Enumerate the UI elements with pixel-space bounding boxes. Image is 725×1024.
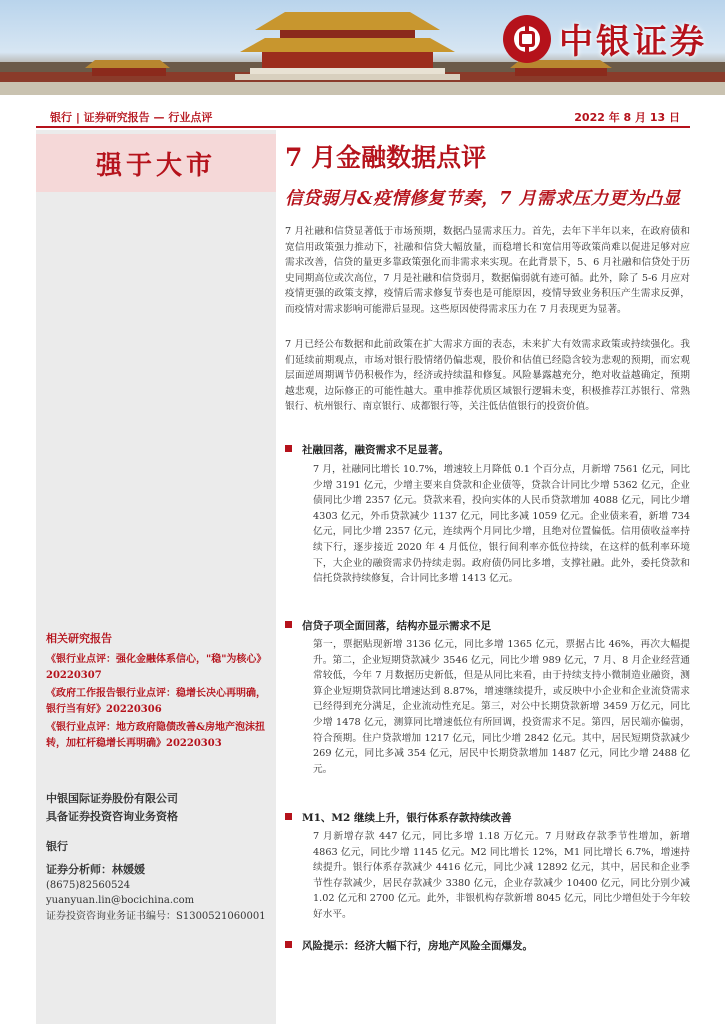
- related-reports: [46, 630, 268, 754]
- summary-paragraph-2: 7 月已经公布数据和此前政策在扩大需求方面的表态，未来扩大有效需求政策或持续强化。我们延续前期观点，市场对银行股情绪仍偏悲观，股价和估值已经隐含较为悲观的预期，而宏观层面逆周期调节仍积极作为，经济或持续温和修复。风险暴露越充分，绝对收益越确定，预期越悲观，边际修正的可能性越大。重申推荐优质区域银行逻辑未变，积极推荐江苏银行、常熟银行、杭州银行、南京银行、成都银行等，关注低估值银行的投资价值。: [285, 339, 690, 413]
- industry-label: 银行: [46, 840, 68, 853]
- report-title: 7 月金融数据点评: [285, 143, 487, 172]
- report-subtitle: 信贷弱月&疫情修复节奏，7 月需求压力更为凸显: [285, 189, 681, 209]
- analyst-name: 证券分析师：林媛媛: [46, 863, 145, 876]
- related-report-item[interactable]: 《银行业点评：强化金融体系信心，"稳"为核心》20220307: [46, 654, 267, 681]
- analyst-cert: 证券投资咨询业务证书编号：S1300521060001: [46, 910, 266, 922]
- report-category: 银行 | 证券研究报告 — 行业点评: [50, 111, 213, 124]
- report-header-bar: [36, 106, 690, 128]
- company-qualification: 具备证券投资咨询业务资格: [46, 810, 178, 823]
- company-name: 中银国际证券股份有限公司: [46, 792, 178, 805]
- bullet-heading-text: 社融回落，融资需求不足显著。: [302, 444, 449, 456]
- bullet-square-icon: [285, 445, 292, 452]
- report-date: 2022 年 8 月 13 日: [574, 111, 680, 124]
- related-report-item[interactable]: 《政府工作报告银行业点评：稳增长决心再明确，银行当有好》20220306: [46, 688, 266, 715]
- company-info: [46, 790, 268, 826]
- bullet-heading-text: M1、M2 继续上升，银行体系存款持续改善: [302, 812, 512, 824]
- header-banner: [0, 0, 725, 95]
- related-report-item[interactable]: 《银行业点评：地方政府隐债改善&房地产泡沫扭转，加杠杆稳增长再明确》20220303: [46, 722, 266, 749]
- rating-box: [36, 134, 276, 192]
- bullet-heading: [285, 938, 533, 953]
- bullet-square-icon: [285, 941, 292, 948]
- bullet-heading: [285, 442, 449, 457]
- bullet-heading-text: 风险提示：经济大幅下行，房地产风险全面爆发。: [302, 940, 533, 952]
- rating-label: 强于大市: [95, 150, 216, 181]
- bullet-paragraph: 第一，票据贴现新增 3136 亿元，同比多增 1365 亿元，票据占比 46%，再次大幅提升。第二，企业短期贷款减少 3546 亿元，同比少增 989 亿元，7 月、8 月企业经营通常较低，今年 7 月数据历史新低，但是从同比来看，由于持续支持小微制造业融资，测算企业短期贷款同比增速达到 8.87%，增速继续提升，或反映中小企业和企业流贷需求已经得到充分满足，企业流动性充足。第三，对公中长期贷款新增 3459 万亿元，同比少增 1478 亿元，测算同比增速低位有所回调，投资需求不足。第四，居民端亦偏弱，符合预期。住户贷款增加 1217 亿元，同比少增 2842 亿元。其中，居民短期贷款减少 269 亿元，同比多减 354 亿元，居民中长期贷款增加 1487 亿元，同比少增 2488 亿元。: [313, 639, 690, 775]
- bullet-square-icon: [285, 813, 292, 820]
- analyst-info: [46, 862, 271, 924]
- company-logo: [503, 14, 707, 63]
- logo-text: 中银证券: [559, 22, 707, 62]
- bullet-square-icon: [285, 621, 292, 628]
- summary-paragraph-1: 7 月社融和信贷显著低于市场预期，数据凸显需求压力。首先，去年下半年以来，在政府债和宽信用政策强力推动下，社融和信贷大幅放量，而稳增长和宽信用等政策尚难以促进足够对应需求改善，信贷的量更多靠政策强化而非需求来实现。在此背景下，5、6 月社融和信贷处于历史同期高位或次高位，7 月是社融和信贷弱月，数据偏弱就有迹可循。此外，除了 5-6 月应对疫情更强的政策支撑，疫情后需求修复节奏也是可能原因，疫情导致业务积压产生需求反弹，而疫情对需求影响可能滞后显现。这些原因使得需求压力在 7 月表现更为显著。: [285, 226, 690, 315]
- bullet-heading: [285, 618, 491, 633]
- bullet-heading: [285, 810, 512, 825]
- related-reports-title: 相关研究报告: [46, 632, 112, 645]
- boc-logo-icon: [503, 15, 551, 63]
- sidebar: [36, 130, 276, 1024]
- analyst-email[interactable]: yuanyuan.lin@bocichina.com: [46, 895, 195, 906]
- bullet-paragraph: 7 月新增存款 447 亿元，同比多增 1.18 万亿元。7 月财政存款季节性增加，新增 4863 亿元，同比少增 1145 亿元。M2 同比增长 12%，M1 同比增长 6.7%，增速持续提升。银行体系存款减少 4416 亿元，同比少减 12892 亿元，其中，居民和企业季节性存款减少，居民存款减少 3380 亿元，企业存款减少 10400 亿元，同比分别少减 1.02 亿元和 2700 亿元。此外，非银机构存款新增 8045 亿元，同比少增但处于今年较好水平。: [313, 831, 690, 920]
- bullet-paragraph: 7 月，社融同比增长 10.7%，增速较上月降低 0.1 个百分点，月新增 7561 亿元，同比少增 3191 亿元，少增主要来自贷款和企业债等，贷款合计同比少增 5362 亿元，企业债同比少增 2357 亿元。贷款来看，投向实体的人民币贷款增加 4088 亿元，同比少增 4303 亿元，外币贷款减少 1137 亿元，同比多减 1059 亿元。企业债来看，新增 734 亿元，同比少增 2357 亿元，连续两个月同比少增，且绝对位置偏低。信用债收益率持续下行，逐步接近 2020 年 4 月低位，银行间利率亦低位持续，在这样的低利率环境下，大企业的融资需求仍持续走弱。政府债仍同比多增，支撑社融。此外，委托贷款和信托贷款持续修复，合计同比多增 1413 亿元。: [313, 464, 690, 585]
- analyst-phone: (8675)82560524: [46, 879, 131, 891]
- bullet-heading-text: 信贷子项全面回落，结构亦显示需求不足: [302, 620, 491, 632]
